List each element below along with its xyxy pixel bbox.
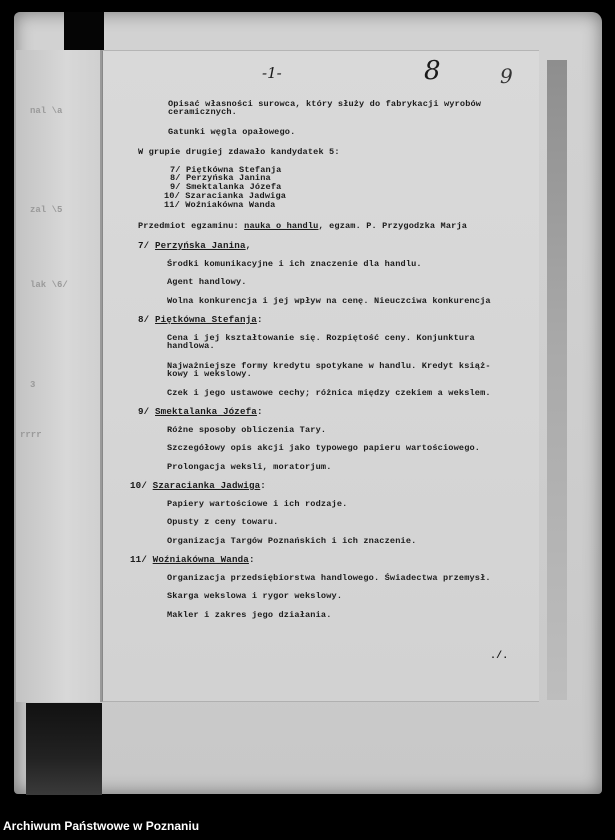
exam-question: handlowa.	[167, 341, 215, 351]
page-edge-shadow	[547, 60, 567, 700]
group-heading: W grupie drugiej zdawało kandydatek 5:	[138, 147, 340, 157]
faint-margin-mark: rrrr	[20, 430, 42, 440]
intro-question-line: ceramicznych.	[168, 107, 237, 117]
exam-question: Makler i zakres jego działania.	[167, 610, 332, 620]
exam-question: Cena i jej kształtowanie się. Rozpiętość ceny. Konjunktura	[167, 333, 475, 343]
exam-question: Środki komunikacyjne i ich znaczenie dla handlu.	[167, 259, 422, 269]
exam-question: Agent handlowy.	[167, 277, 247, 287]
exam-question: kowy i wekslowy.	[167, 369, 252, 379]
exam-subject: nauka o handlu	[244, 221, 319, 231]
exam-question: Czek i jego ustawowe cechy; różnica między czekiem a wekslem.	[167, 388, 491, 398]
section-heading: 8/ Piętkówna Stefanja:	[138, 314, 263, 325]
page-marker: -1-	[262, 64, 282, 82]
exam-question: Różne sposoby obliczenia Tary.	[167, 425, 327, 435]
exam-question: Prolongacja weksli, moratorjum.	[167, 462, 332, 472]
section-heading: 9/ Smektalanka Józefa:	[138, 406, 263, 417]
handwritten-folio-number: 8	[424, 56, 441, 86]
faint-margin-mark: zal \5	[30, 205, 63, 215]
exam-question: Szczegółowy opis akcji jako typowego papieru wartościowego.	[167, 443, 481, 453]
exam-question: Opusty z ceny towaru.	[167, 517, 279, 527]
exam-question: Skarga wekslowa i rygor wekslowy.	[167, 591, 343, 601]
section-heading: 7/ Perzyńska Janina,	[138, 240, 252, 251]
underlying-page-strip	[16, 50, 102, 702]
section-heading: 11/ Woźniakówna Wanda:	[130, 554, 255, 565]
end-mark: ./.	[490, 651, 509, 662]
exam-question: Najważniejsze formy kredytu spotykane w handlu. Kredyt książ-	[167, 361, 491, 371]
intro-question-line: Gatunki węgla opałowego.	[168, 127, 296, 137]
candidate-item: 11/ Woźniakówna Wanda	[164, 200, 276, 210]
exam-question: Organizacja Targów Poznańskich i ich znaczenie.	[167, 536, 417, 546]
intro-question-line: Opisać własności surowca, który służy do fabrykacji wyrobów	[168, 99, 482, 109]
exam-question: Organizacja przedsiębiorstwa handlowego. Świadectwa przemysł.	[167, 573, 491, 583]
section-heading: 10/ Szaracianka Jadwiga:	[130, 480, 266, 491]
handwritten-folio-number: 9	[500, 64, 513, 88]
faint-margin-mark: lak \6/	[30, 280, 68, 290]
faint-margin-mark: 3	[30, 380, 36, 390]
exam-question: Papiery wartościowe i ich rodzaje.	[167, 499, 348, 509]
exam-question: Wolna konkurencja i jej wpływ na cenę. Nieuczciwa konkurencja	[167, 296, 491, 306]
candidate-item: 9/ Smektalanka Józefa	[170, 182, 282, 192]
candidate-item: 8/ Perzyńska Janina	[170, 173, 271, 183]
candidate-item: 7/ Piętkówna Stefanja	[170, 165, 282, 175]
scan-shadow-bottom	[26, 703, 102, 795]
archive-caption: Archiwum Państwowe w Poznaniu	[3, 819, 200, 833]
faint-margin-mark: nal \a	[30, 106, 63, 116]
candidate-item: 10/ Szaracianka Jadwiga	[164, 191, 287, 201]
exam-subject-line: Przedmiot egzaminu: nauka o handlu, egzam. P. Przygodzka Marja	[138, 221, 468, 231]
scan-shadow-notch	[64, 12, 104, 50]
